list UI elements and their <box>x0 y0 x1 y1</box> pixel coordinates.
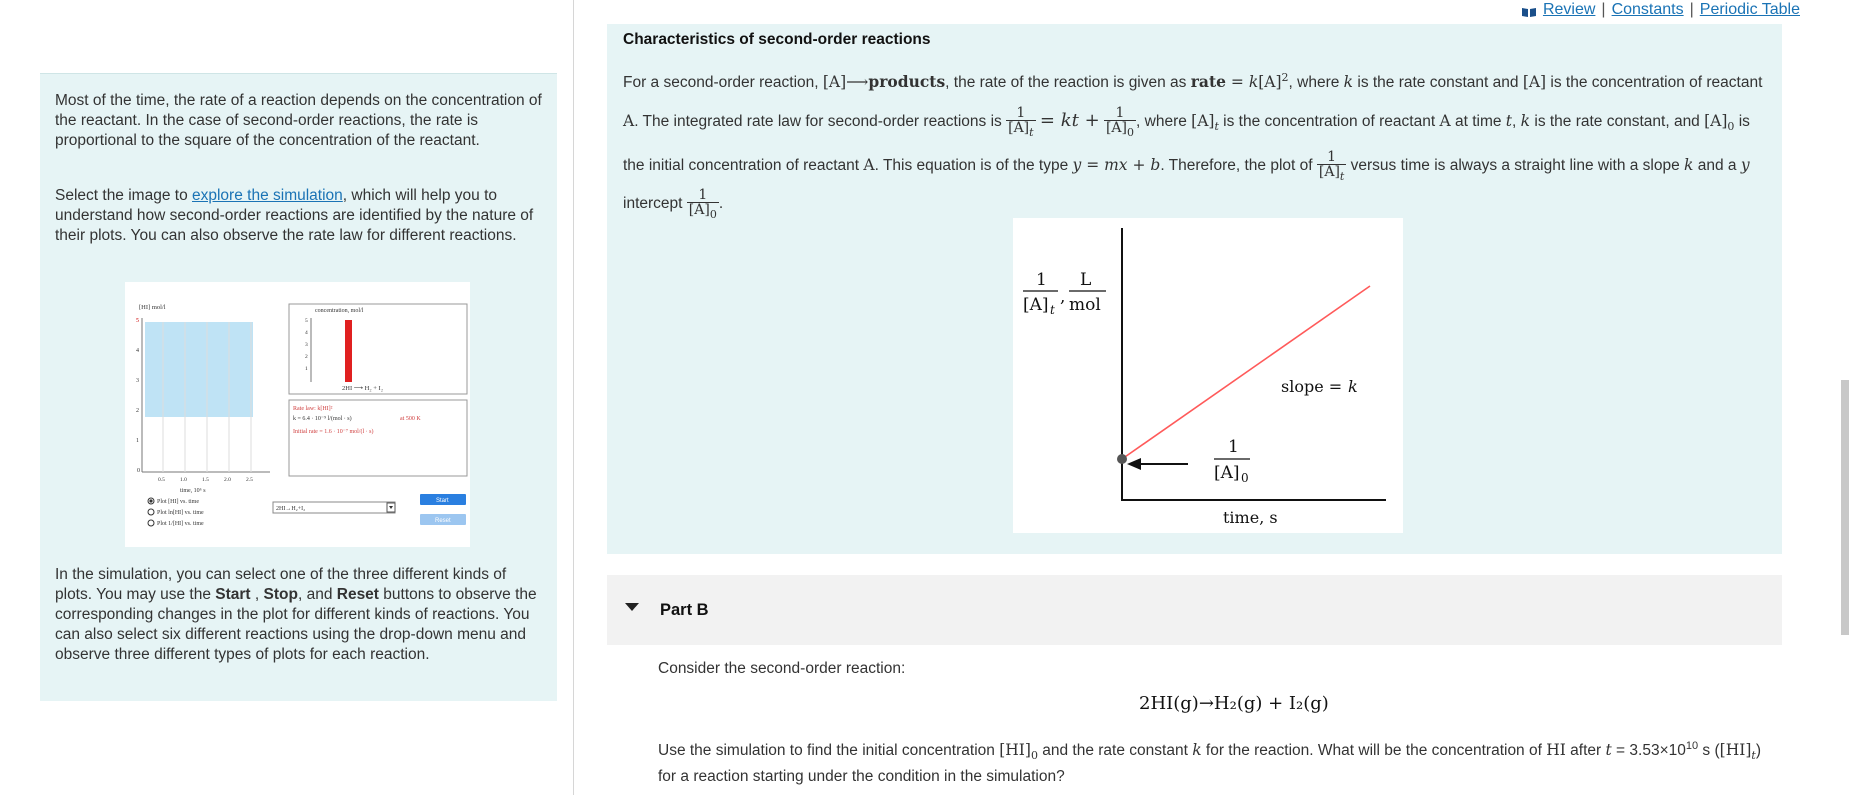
graph-y-frac-num: 1 <box>1036 270 1047 290</box>
svg-text:Reset: Reset <box>435 518 451 524</box>
sim-y-tick: 1 <box>136 438 139 444</box>
svg-text:,: , <box>1060 287 1066 307</box>
sim-initial-rate: Initial rate = 1.6 · 10⁻⁷ mol/(l · s) <box>293 429 374 435</box>
simulation-text-before: Select the image to <box>55 187 192 204</box>
sim-concentration-bar <box>345 320 352 382</box>
book-icon <box>1521 5 1537 16</box>
resource-links <box>1521 1 1800 19</box>
svg-text:Start: Start <box>436 498 449 504</box>
intro-paragraph: Most of the time, the rate of a reaction depends on the concentration of the reactant. In the case of second-order reactions, the rate is proportional to the square of the concentration of the reactant. <box>55 92 542 149</box>
sim-plot-area <box>145 322 253 417</box>
sim-bar-reaction: 2HI ⟶ H₂ + I₂ <box>342 385 383 392</box>
column-divider <box>573 0 574 795</box>
sim-x-axis-label: time, 10⁶ s <box>180 488 206 494</box>
sim-temp: at 500 K <box>400 416 421 422</box>
graph-x-label: time, s <box>1223 508 1278 527</box>
sim-y-tick: 5 <box>136 318 139 324</box>
characteristics-card <box>607 24 1782 554</box>
sim-plot-option: Plot 1/[HI] vs. time <box>157 521 204 527</box>
sim-y-tick: 0 <box>137 468 140 474</box>
link-separator: | <box>1689 1 1694 18</box>
start-word: Start <box>215 586 251 603</box>
sim-x-tick: 2.5 <box>246 477 253 483</box>
caret-down-icon <box>625 603 639 611</box>
simulation-thumbnail[interactable] <box>125 282 470 547</box>
stop-word: Stop <box>263 586 298 603</box>
graph-svg <box>1013 218 1403 533</box>
simulation-instructions: In the simulation, you can select one of the three different kinds of plots. You may use the Start , Stop, and Reset buttons to observe the corresponding changes in the plot for different kinds of reactions. You can also select six different reactions using the drop-down menu and observe three different types of plots for each reaction. <box>55 566 537 663</box>
characteristics-title: Characteristics of second-order reactions <box>623 31 931 48</box>
scrollbar-thumb[interactable] <box>1841 380 1849 635</box>
reset-word: Reset <box>336 586 379 603</box>
sim-y-tick: 2 <box>136 408 139 414</box>
graph-intercept-point <box>1117 454 1127 464</box>
sim-x-tick: 0.5 <box>158 477 165 483</box>
sim-plot-option: Plot ln[HI] vs. time <box>157 510 204 516</box>
sim-k-value: k = 6.4 · 10⁻⁹ l/(mol · s) <box>293 416 352 422</box>
graph-intercept-num: 1 <box>1228 437 1239 457</box>
simulation-preview-image <box>125 282 470 547</box>
svg-text:2: 2 <box>305 354 308 360</box>
sim-y-tick: 4 <box>136 348 139 354</box>
svg-text:2HI→H₂+I₂: 2HI→H₂+I₂ <box>276 506 306 512</box>
sim-y-axis-label: [HI] mol/l <box>139 304 166 311</box>
constants-link[interactable]: Constants <box>1611 1 1684 18</box>
second-order-graph <box>1013 218 1403 533</box>
graph-y-unit-den: mol <box>1069 295 1101 315</box>
arrow-left-icon <box>1127 458 1141 470</box>
graph-line <box>1122 286 1370 459</box>
svg-text:k: k <box>1348 377 1358 396</box>
part-b-toggle[interactable] <box>607 575 1782 645</box>
sim-y-tick: 3 <box>136 378 139 384</box>
sim-x-tick: 2.0 <box>224 477 231 483</box>
graph-slope-label: slope = <box>1281 377 1343 396</box>
svg-text:1: 1 <box>305 366 308 372</box>
intro-panel <box>40 73 557 701</box>
svg-text:t: t <box>1050 303 1055 317</box>
link-separator: | <box>1601 1 1606 18</box>
sim-bar-panel <box>289 304 467 394</box>
svg-text:3: 3 <box>305 342 308 348</box>
sim-plot-option: Plot [HI] vs. time <box>157 499 199 505</box>
part-b-intro: Consider the second-order reaction: <box>658 660 906 677</box>
review-link[interactable]: Review <box>1542 1 1596 18</box>
part-b-reaction: 2HI(g)→H₂(g) + I₂(g) <box>1139 693 1329 714</box>
simulation-paragraph <box>55 186 545 246</box>
svg-text:4: 4 <box>305 330 308 336</box>
body-text: For a second-order reaction, [A]⟶products, the rate of the reaction is given as rate = $k[A]^2$, where k is the rate constant and [A] is the concentration of reactant A. The integrated rate law for second-order reactions is $\frac{1}{[A]_t}$ = kt + $\frac{1}{[A]_0}$ , where $[A]_t$ is the concentration of reactant A at time t, k is the rate constant, and $[A]_0$ is the initial concentration of reactant A. This equation is of the type y = mx + b. Therefore, the plot of $\frac{1}{[A]_t}$ versus time is always a straight line with a slope k and a y intercept $\frac{1}{[A]_0}$ . <box>623 71 1763 222</box>
graph-y-unit-num: L <box>1080 270 1092 290</box>
sim-bar-title: concentration, mol/l <box>315 308 364 314</box>
sim-x-tick: 1.5 <box>202 477 209 483</box>
part-b-question: Use the simulation to find the initial concentration $[HI]_0$ and the rate constant k for the reaction. What will be the concentration of HI after $t = 3.53\times 10^{10}$ s $([HI]_t)$ for a reaction starting under the condition in the simulation? <box>658 740 1761 786</box>
svg-text:0: 0 <box>1241 471 1249 485</box>
characteristics-body <box>623 59 1773 223</box>
svg-text:5: 5 <box>305 318 308 324</box>
sim-x-tick: 1.0 <box>180 477 187 483</box>
part-b-title: Part B <box>660 601 709 619</box>
periodic-table-link[interactable]: Periodic Table <box>1699 1 1800 18</box>
graph-y-frac-den: [A] <box>1023 295 1049 315</box>
sim-rate-law: Rate law: k[HI]² <box>293 406 333 412</box>
simulation-text-after: , which will help you to understand how second-order reactions are identified by the nature of their plots. You can also observe the rate law for different reactions. <box>55 187 534 244</box>
explore-simulation-link[interactable]: explore the simulation <box>192 187 343 204</box>
graph-intercept-den: [A] <box>1214 463 1240 483</box>
